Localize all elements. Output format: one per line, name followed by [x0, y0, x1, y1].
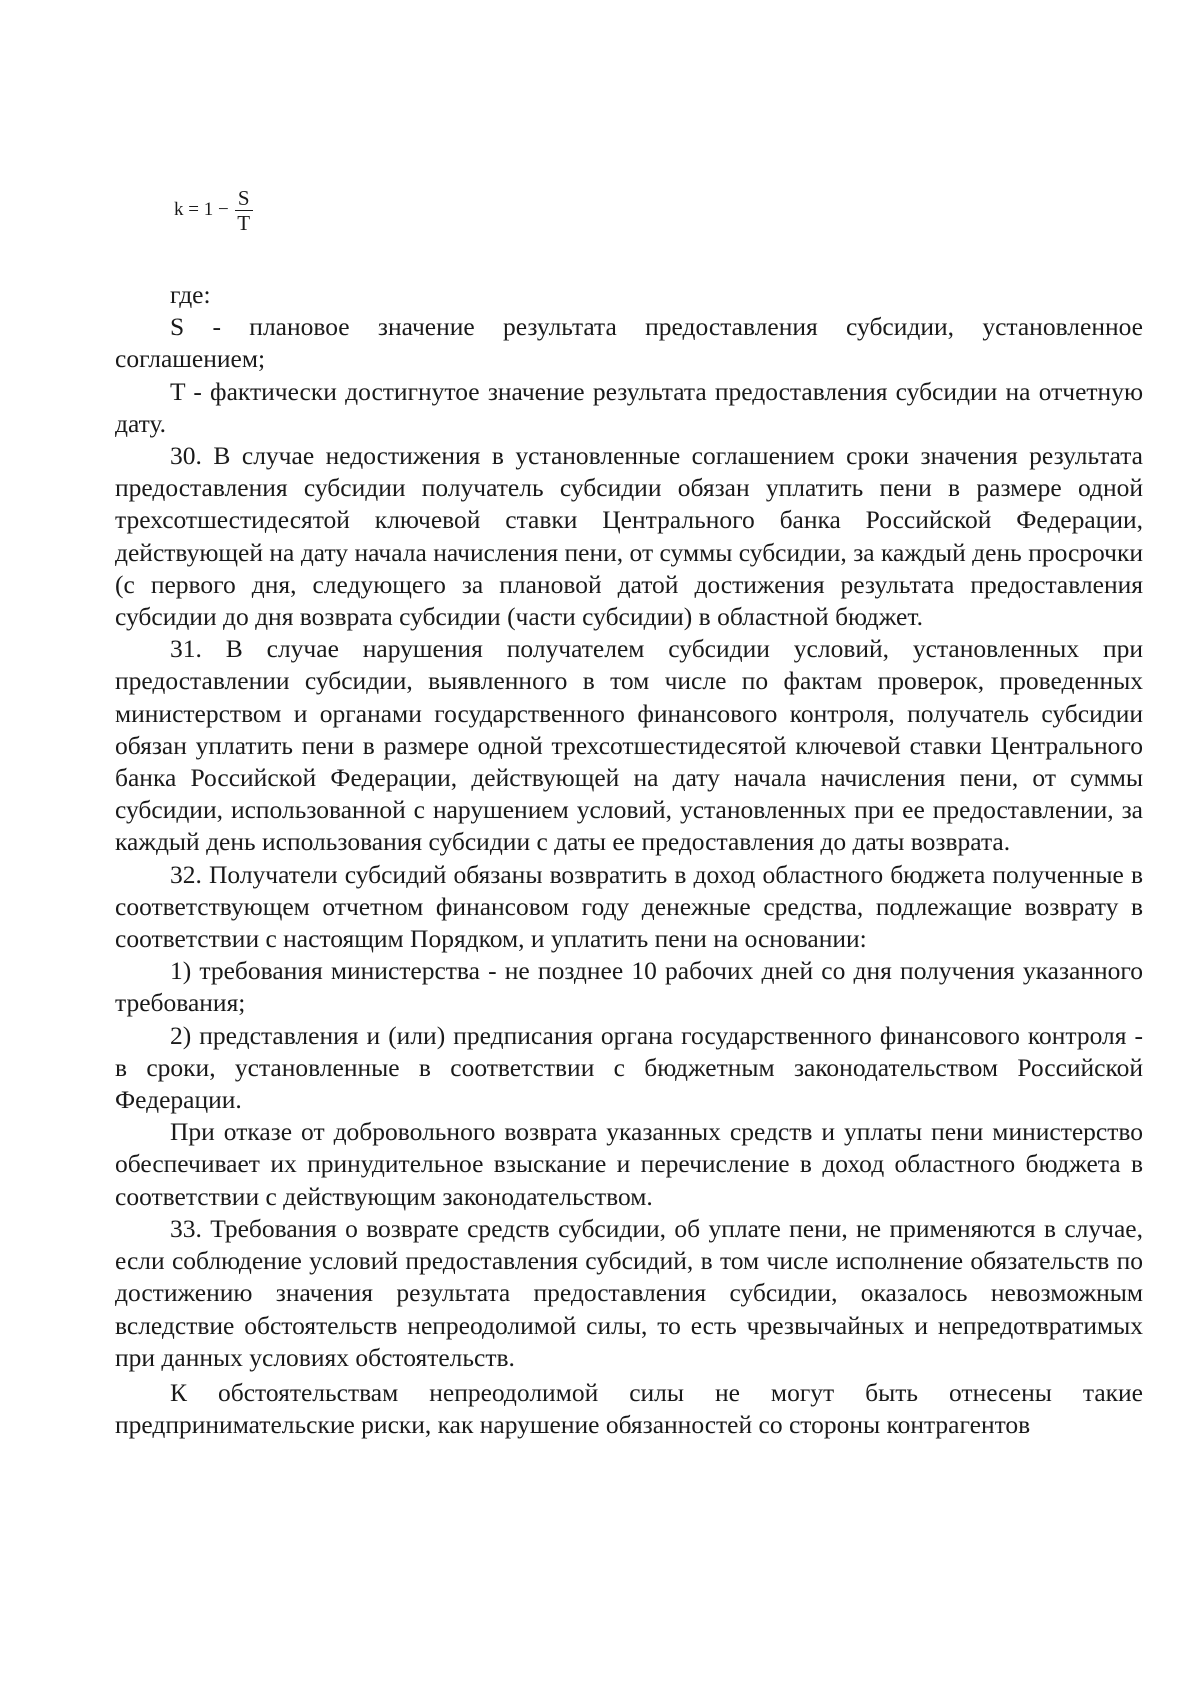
paragraph-refusal: При отказе от добровольного возврата указанных средств и уплаты пени министерство обеспечивает их принудительное взыскание и перечисление в доход областного бюджета в соответствии с действующим законодательством.	[115, 1117, 1143, 1211]
paragraph-30: 30. В случае недостижения в установленные соглашением сроки значения результата предоставления субсидии получатель субсидии обязан уплатить пени в размере одной трехсотшестидесятой ключевой ставки Центрального банка Российской Федерации, действующей на дату начала начисления пени, от суммы субсидии, за каждый день просрочки (с первого дня, следующего за плановой датой достижения результата предоставления субсидии до дня возврата субсидии (части субсидии) в областной бюджет.	[115, 441, 1143, 632]
paragraph-force-majeure: К обстоятельствам непреодолимой силы не могут быть отнесены такие предпринимательские риски, как нарушение обязанностей со стороны контрагентов	[115, 1377, 1143, 1440]
document-body	[115, 279, 1143, 1441]
paragraph-31: 31. В случае нарушения получателем субсидии условий, установленных при предоставлении субсидии, выявленного в том числе по фактам проверок, проведенных министерством и органами государственного финансового контроля, получатель субсидии обязан уплатить пени в размере одной трехсотшестидесятой ключевой ставки Центрального банка Российской Федерации, действующей на дату начала начисления пени, от суммы субсидии, использованной с нарушением условий, установленных при ее предоставлении, за каждый день использования субсидии с даты ее предоставления до даты возврата.	[115, 634, 1143, 857]
paragraph-32-item-2: 2) представления и (или) предписания органа государственного финансового контроля - в сроки, установленные в соответствии с бюджетным законодательством Российской Федерации.	[115, 1020, 1143, 1115]
formula	[174, 180, 253, 240]
formula-lhs: k = 1 −	[174, 199, 229, 220]
paragraph-t-definition: T - фактически достигнутое значение результата предоставления субсидии на отчетную дату.	[115, 376, 1143, 438]
paragraph-32: 32. Получатели субсидий обязаны возвратить в доход областного бюджета полученные в соответствующем отчетном финансовом году денежные средства, подлежащие возврату в соответствии с настоящим Порядком, и уплатить пени на основании:	[115, 859, 1143, 954]
paragraph-where: где:	[170, 280, 211, 309]
paragraph-s-definition: S - плановое значение результата предоставления субсидии, установленное соглашением;	[115, 312, 1143, 374]
formula-denominator: T	[237, 210, 251, 235]
paragraph-33: 33. Требования о возврате средств субсидии, об уплате пени, не применяются в случае, если соблюдение условий предоставления субсидий, в том числе исполнение обязательств по достижению значения результата предоставления субсидии, оказалось невозможным вследствие обстоятельств непреодолимой силы, то есть чрезвычайных и непредотвратимых при данных условиях обстоятельств.	[115, 1213, 1143, 1372]
formula-fraction	[235, 186, 253, 235]
paragraph-32-item-1: 1) требования министерства - не позднее 10 рабочих дней со дня получения указанного требования;	[115, 956, 1143, 1018]
formula-numerator: S	[237, 185, 250, 210]
